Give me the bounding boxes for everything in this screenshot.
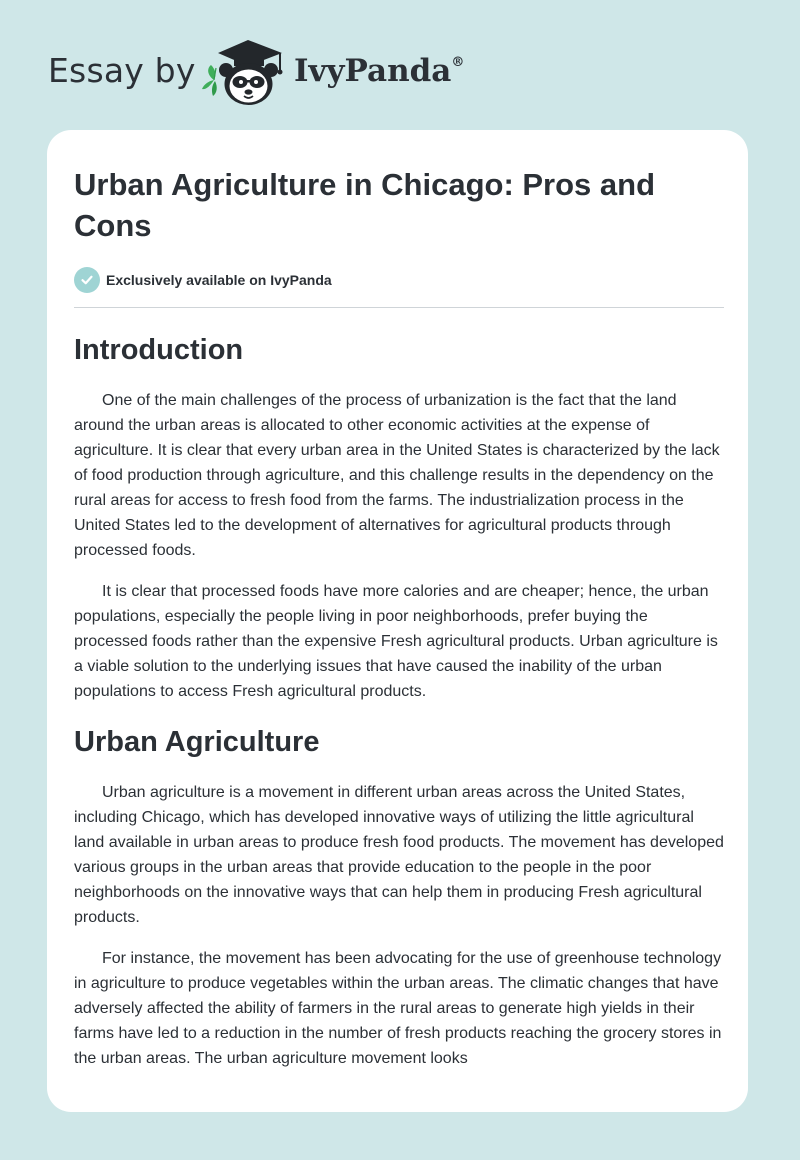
registered-mark: ® [451, 55, 465, 70]
section-heading-urban-agriculture: Urban Agriculture [74, 726, 320, 758]
brand-header[interactable] [48, 36, 468, 108]
title-divider [74, 307, 724, 308]
paragraph: For instance, the movement has been advocating for the use of greenhouse technology in agriculture to produce vegetables within the urban areas. The climatic changes that have adversely affected the ability of farmers in the rural areas to generate high yields in their farms have led to a reduction in the number of fresh products reaching the grocery stores in the urban areas. The urban agriculture movement looks [74, 950, 722, 1067]
paragraph: It is clear that processed foods have more calories and are cheaper; hence, the urban populations, especially the people living in poor neighborhoods, prefer buying the processed foods rather than the expensive Fresh agricultural products. Urban agriculture is a viable solution to the underlying issues that have caused the inability of the urban populations to access Fresh agricultural products. [74, 583, 718, 700]
essay-content [74, 164, 724, 1071]
exclusive-label: Exclusively available on IvyPanda [106, 272, 332, 288]
exclusive-badge [74, 266, 724, 294]
panda-graduate-icon [200, 36, 298, 108]
paragraph: One of the main challenges of the process of urbanization is the fact that the land around the urban areas is allocated to other economic activities at the expense of agriculture. It is clear that every urban area in the United States is characterized by the lack of food production through agriculture, and this challenge results in the dependency on the rural areas for access to fresh food from the farms. The industrialization process in the United States led to the development of alternatives for agricultural products through processed foods. [74, 392, 720, 559]
essay-title: Urban Agriculture in Chicago: Pros and Cons [74, 167, 656, 243]
section-heading-introduction: Introduction [74, 334, 244, 366]
essay-card [47, 130, 748, 1112]
check-icon [74, 267, 100, 293]
brand-name-text: IvyPanda [294, 53, 452, 89]
paragraph: Urban agriculture is a movement in different urban areas across the United States, including Chicago, which has developed innovative ways of utilizing the little agricultural land available in urban areas to produce fresh food products. The movement has developed various groups in the urban areas that provide education to the people in the poor neighborhoods on the innovative ways that can help them in producing Fresh agricultural products. [74, 784, 724, 926]
ivy-leaf-icon [202, 65, 217, 96]
brand-name [294, 53, 464, 89]
brand-prefix: Essay by [48, 51, 196, 90]
